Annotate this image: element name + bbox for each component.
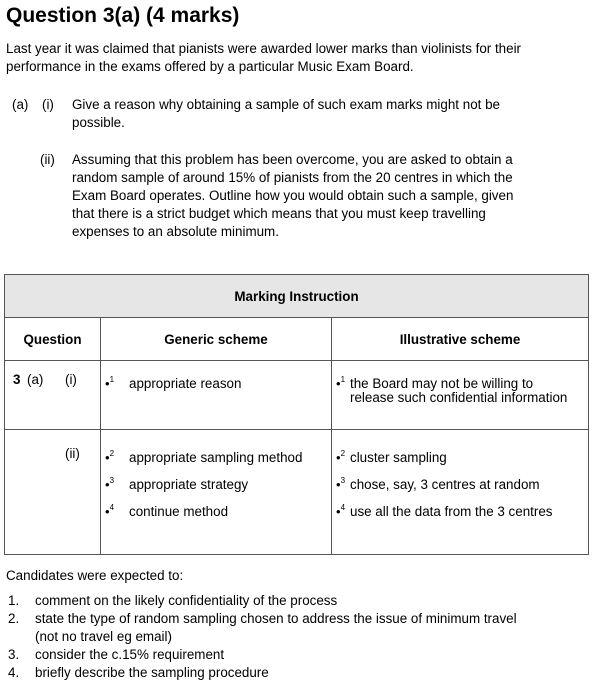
row2-q-sub: (ii) bbox=[65, 446, 80, 461]
illustrative-text: release such confidential information bbox=[350, 390, 568, 405]
list-number: 4. bbox=[8, 665, 20, 680]
list-text: state the type of random sampling chosen to address the issue of minimum travel (not no travel eg email) bbox=[35, 611, 517, 644]
header-illustrative: Illustrative scheme bbox=[332, 318, 589, 361]
row2-question-cell bbox=[5, 430, 101, 555]
row1-q-sub: (i) bbox=[65, 372, 77, 387]
generic-text: continue method bbox=[129, 504, 229, 519]
list-text: briefly describe the sampling procedure bbox=[35, 665, 269, 680]
row1-generic-cell bbox=[101, 361, 332, 430]
header-generic: Generic scheme bbox=[101, 318, 332, 361]
illustrative-text: cluster sampling bbox=[350, 450, 447, 465]
illustrative-text: use all the data from the 3 centres bbox=[350, 504, 553, 519]
mark-number: 3 bbox=[109, 476, 115, 485]
illustrative-text: the Board may not be willing to bbox=[350, 376, 534, 391]
question-sub1-label: (i) bbox=[42, 97, 54, 112]
list-item bbox=[332, 389, 588, 407]
marking-title: Marking Instruction bbox=[5, 275, 589, 318]
table-row bbox=[5, 430, 589, 555]
list-item bbox=[6, 610, 525, 646]
illustrative-text: chose, say, 3 centres at random bbox=[350, 477, 540, 492]
bullet-icon: • bbox=[336, 504, 341, 519]
table-row bbox=[5, 361, 589, 430]
mark-number: 1 bbox=[340, 375, 346, 384]
list-item bbox=[105, 472, 331, 490]
question-part-label: (a) bbox=[12, 97, 29, 112]
question-sub2-label: (ii) bbox=[40, 152, 55, 167]
list-item bbox=[336, 472, 588, 490]
marking-header-row bbox=[5, 318, 589, 361]
mark-number: 4 bbox=[109, 503, 115, 512]
list-number: 2. bbox=[8, 611, 20, 626]
candidates-list bbox=[6, 592, 566, 682]
question-sub2-text: Assuming that this problem has been overcome, you are asked to obtain a random sample of around 15% of pianists from the 20 centres in which the Exam Board operates. Outline how you would obtain such a sample, given that there is a strict budget which means that you must keep travelling expenses to an absolute minimum. bbox=[72, 152, 514, 239]
list-number: 1. bbox=[8, 593, 20, 608]
row1-question-cell bbox=[5, 361, 101, 430]
list-item bbox=[6, 646, 566, 664]
mark-number: 3 bbox=[340, 476, 346, 485]
bullet-icon: • bbox=[105, 450, 110, 465]
list-item bbox=[105, 445, 331, 463]
list-item bbox=[101, 371, 331, 389]
row2-generic-cell bbox=[101, 430, 332, 555]
mark-number: 2 bbox=[109, 449, 115, 458]
list-item bbox=[336, 499, 588, 517]
bullet-icon: • bbox=[336, 450, 341, 465]
bullet-icon: • bbox=[105, 504, 110, 519]
list-item bbox=[105, 499, 331, 517]
intro-paragraph: Last year it was claimed that pianists were awarded lower marks than violinists for their performance in the exams offered by a particular Music Exam Board. bbox=[6, 41, 522, 74]
question-sub1-text: Give a reason why obtaining a sample of such exam marks might not be possible. bbox=[72, 97, 500, 130]
mark-number: 4 bbox=[340, 503, 346, 512]
bullet-icon: • bbox=[336, 477, 341, 492]
list-text: comment on the likely confidentiality of the process bbox=[35, 593, 338, 608]
list-item bbox=[6, 592, 566, 610]
list-item bbox=[332, 371, 588, 389]
list-item bbox=[6, 664, 566, 682]
bullet-icon: • bbox=[105, 477, 110, 492]
candidates-heading: Candidates were expected to: bbox=[6, 568, 184, 583]
list-text: consider the c.15% requirement bbox=[35, 647, 225, 662]
marking-instruction-table bbox=[4, 274, 589, 555]
list-item bbox=[336, 445, 588, 463]
bullet-icon: • bbox=[336, 376, 341, 391]
mark-number: 2 bbox=[340, 449, 346, 458]
generic-text: appropriate strategy bbox=[129, 477, 249, 492]
list-number: 3. bbox=[8, 647, 20, 662]
generic-text: appropriate reason bbox=[129, 376, 242, 391]
row1-illustrative-cell bbox=[332, 361, 589, 430]
generic-text: appropriate sampling method bbox=[129, 450, 303, 465]
mark-number: 1 bbox=[109, 375, 115, 384]
header-question: Question bbox=[5, 318, 101, 361]
row1-q-part: (a) bbox=[27, 372, 44, 387]
bullet-icon: • bbox=[105, 376, 110, 391]
row1-q-num: 3 bbox=[13, 372, 21, 387]
marking-title-row bbox=[5, 275, 589, 318]
page-title: Question 3(a) (4 marks) bbox=[6, 4, 240, 27]
row2-illustrative-cell bbox=[332, 430, 589, 555]
